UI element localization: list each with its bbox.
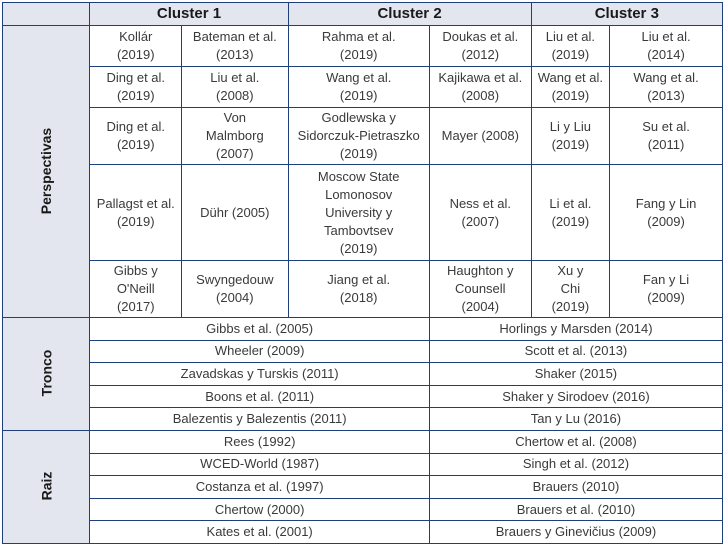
reference-left: Gibbs et al. (2005): [90, 318, 430, 341]
reference-right: Brauers et al. (2010): [429, 498, 722, 521]
tronco-section: [3, 318, 90, 431]
cluster-1-header: Cluster 1: [90, 3, 288, 26]
reference-cell: [610, 165, 723, 261]
reference-cell: [288, 26, 429, 67]
reference-text: Moscow State Lomonosov University y Tambovtsev (2019): [317, 168, 400, 256]
reference-right: Horlings y Marsden (2014): [429, 318, 722, 341]
raiz-row: [3, 453, 723, 476]
reference-left: WCED-World (1987): [90, 453, 430, 476]
reference-text: Kajikawa et al. (2008): [438, 70, 523, 103]
tronco-row: [3, 318, 723, 341]
raiz-row: [3, 498, 723, 521]
tronco-section-label: Tronco: [38, 350, 55, 397]
reference-cell: [182, 26, 288, 67]
raiz-row: [3, 476, 723, 499]
cluster-2-header: Cluster 2: [288, 3, 531, 26]
reference-text: Godlewska y Sidorczuk-Pietraszko (2019): [297, 110, 420, 161]
reference-text: Liu et al. (2019): [545, 29, 595, 62]
perspectivas-section-label: Perspectivas: [38, 127, 55, 215]
literature-table: [2, 2, 723, 544]
reference-left: Boons et al. (2011): [90, 385, 430, 408]
reference-cell: [429, 67, 531, 108]
reference-text: Ness et al. (2007): [449, 195, 511, 229]
reference-text: Dühr (2005): [200, 204, 270, 220]
reference-right: Shaker y Sirodoev (2016): [429, 385, 722, 408]
reference-text: Li y Liu (2019): [549, 119, 591, 152]
reference-text: Pallagst et al. (2019): [96, 195, 175, 229]
reference-text: Mayer (2008): [441, 128, 519, 143]
reference-cell: [182, 108, 288, 165]
reference-right: Shaker (2015): [429, 363, 722, 386]
reference-text: Su et al. (2011): [642, 119, 690, 152]
reference-text: Fang y Lin (2009): [635, 195, 697, 229]
reference-text: Wang et al. (2013): [633, 70, 699, 103]
raiz-row: [3, 521, 723, 544]
reference-cell: [182, 165, 288, 261]
reference-cell: [90, 108, 182, 165]
reference-text: Von Malmborg (2007): [205, 110, 264, 161]
tronco-row: [3, 340, 723, 363]
perspectivas-row: [3, 165, 723, 261]
reference-cell: [610, 108, 723, 165]
perspectivas-row: [3, 67, 723, 108]
tronco-row: [3, 385, 723, 408]
reference-cell: [610, 67, 723, 108]
reference-cell: [182, 261, 288, 318]
perspectivas-row: [3, 108, 723, 165]
reference-text: Swyngedouw (2004): [196, 272, 274, 305]
corner-cell: [3, 3, 90, 26]
reference-text: Gibbs y O'Neill (2017): [113, 263, 158, 314]
reference-text: Jiang et al. (2018): [327, 272, 391, 305]
reference-cell: [288, 67, 429, 108]
reference-cell: [90, 26, 182, 67]
reference-text: Ding et al. (2019): [106, 119, 166, 152]
reference-cell: [531, 26, 609, 67]
raiz-section-label: Raiz: [38, 472, 55, 501]
reference-cell: [90, 165, 182, 261]
reference-text: Li et al. (2019): [549, 195, 592, 229]
header-row: [3, 3, 723, 26]
reference-right: Chertow et al. (2008): [429, 430, 722, 453]
reference-cell: [531, 67, 609, 108]
reference-cell: [610, 26, 723, 67]
reference-text: Liu et al. (2008): [210, 70, 260, 103]
reference-text: Rahma et al. (2019): [321, 29, 396, 62]
reference-cell: [429, 26, 531, 67]
reference-text: Fan y Li (2009): [642, 272, 690, 305]
reference-left: Rees (1992): [90, 430, 430, 453]
reference-text: Wang et al. (2019): [537, 70, 604, 103]
reference-left: Zavadskas y Turskis (2011): [90, 363, 430, 386]
perspectivas-section: [3, 26, 90, 318]
reference-right: Brauers (2010): [429, 476, 722, 499]
reference-cell: [531, 108, 609, 165]
reference-left: Kates et al. (2001): [90, 521, 430, 544]
reference-cell: [531, 165, 609, 261]
reference-cell: [90, 67, 182, 108]
reference-cell: [90, 261, 182, 318]
perspectivas-row: [3, 26, 723, 67]
raiz-row: [3, 430, 723, 453]
reference-text: Haughton y Counsell (2004): [447, 263, 514, 314]
reference-right: Brauers y Ginevičius (2009): [429, 521, 722, 544]
reference-text: Doukas et al. (2012): [442, 29, 519, 62]
reference-left: Costanza et al. (1997): [90, 476, 430, 499]
reference-right: Singh et al. (2012): [429, 453, 722, 476]
reference-text: Liu et al. (2014): [641, 29, 691, 62]
reference-right: Scott et al. (2013): [429, 340, 722, 363]
reference-cell: [288, 165, 429, 261]
reference-left: Chertow (2000): [90, 498, 430, 521]
reference-cell: [610, 261, 723, 318]
reference-cell: [288, 108, 429, 165]
reference-text: Wang et al. (2019): [326, 70, 392, 103]
reference-text: Kollár (2019): [116, 29, 155, 62]
reference-cell: [429, 108, 531, 165]
reference-cell: [288, 261, 429, 318]
reference-cell: [429, 261, 531, 318]
reference-text: Xu y Chi (2019): [551, 263, 590, 314]
reference-cell: [182, 67, 288, 108]
reference-cell: [531, 261, 609, 318]
tronco-row: [3, 408, 723, 431]
tronco-row: [3, 363, 723, 386]
reference-right: Tan y Lu (2016): [429, 408, 722, 431]
reference-cell: [429, 165, 531, 261]
reference-left: Balezentis y Balezentis (2011): [90, 408, 430, 431]
raiz-section: [3, 430, 90, 543]
reference-text: Ding et al. (2019): [106, 70, 166, 103]
perspectivas-row: [3, 261, 723, 318]
cluster-3-header: Cluster 3: [531, 3, 722, 26]
reference-left: Wheeler (2009): [90, 340, 430, 363]
reference-text: Bateman et al. (2013): [192, 29, 277, 62]
